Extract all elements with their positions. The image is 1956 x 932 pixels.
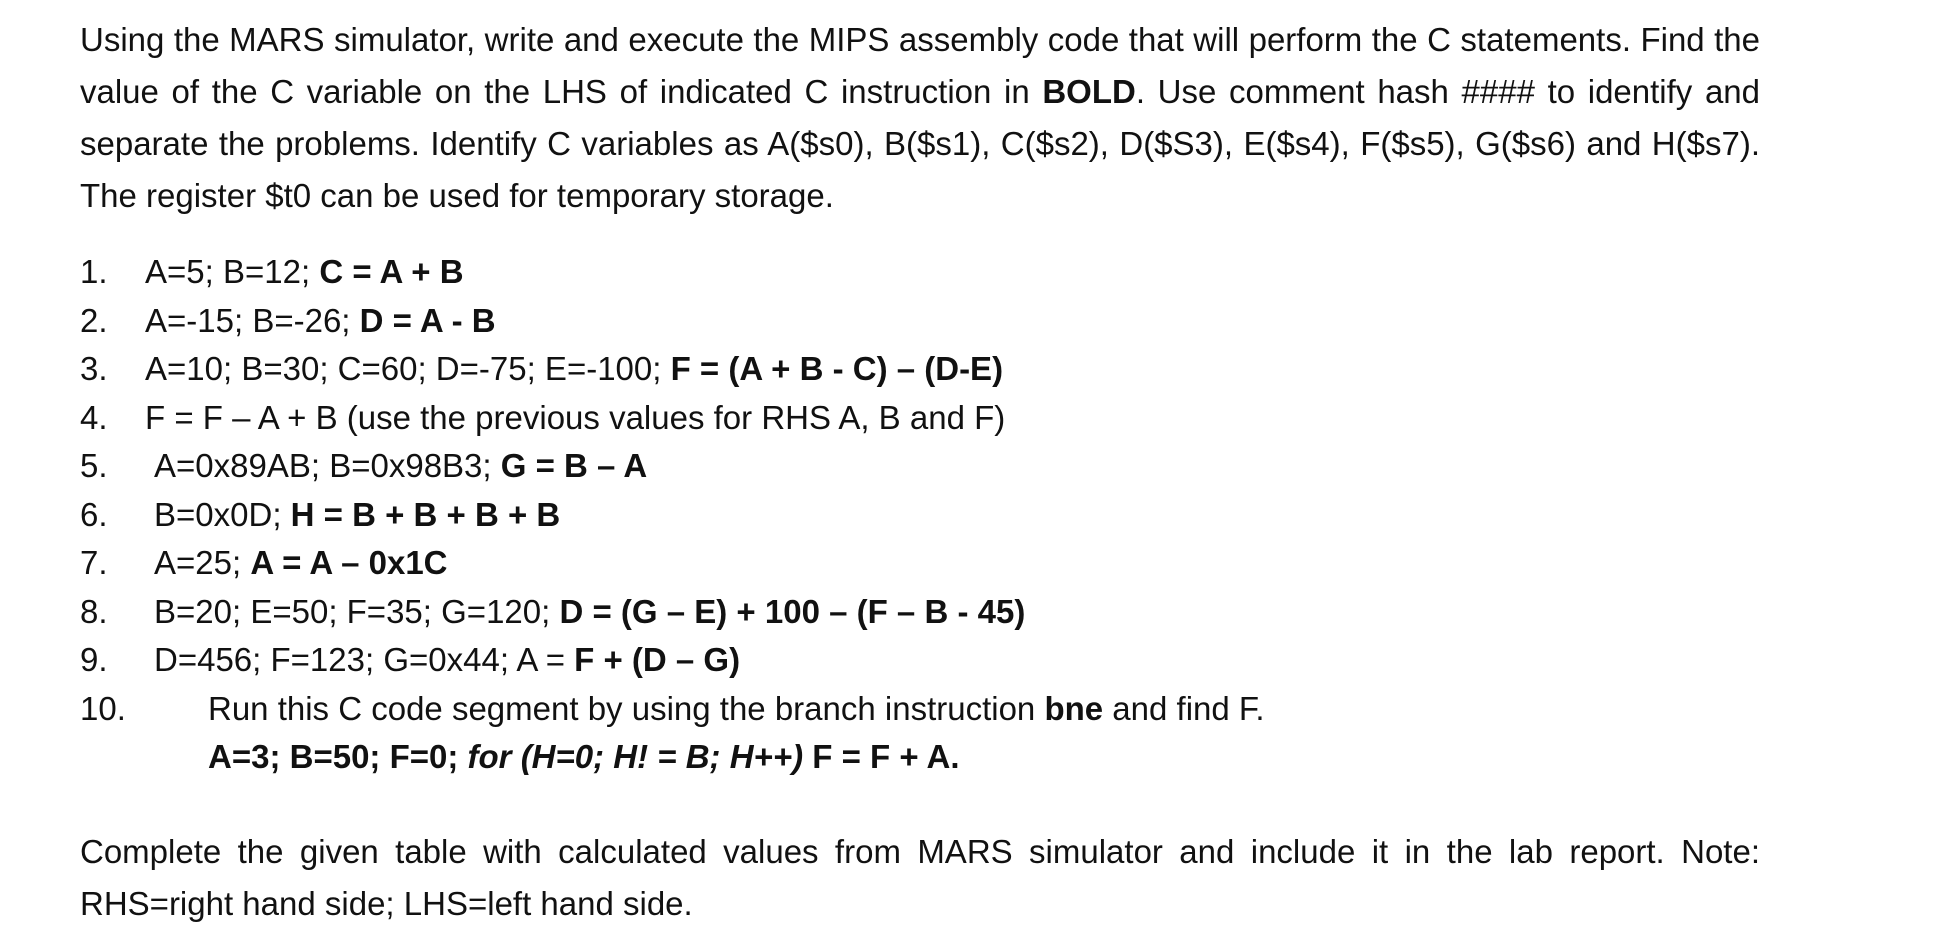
problem-target: D = A - B [359,301,496,339]
problem-list [80,248,1760,782]
problem10-branch-keyword: bne [1044,689,1104,727]
problem-item-1 [80,248,1760,297]
problem10-code-init: A=3; B=50; F=0; [208,738,468,775]
problem-target: D = (G – E) + 100 – (F – B - 45) [559,592,1026,630]
problem-setup: A=10; B=30; C=60; D=-75; E=-100; [145,350,671,387]
problem-number: 9. [80,641,108,678]
problem-item-2 [80,297,1760,346]
problem-setup: B=0x0D; [154,495,291,533]
problem-number: 3. [80,350,108,387]
intro-bold-word: BOLD [1042,73,1136,110]
problem10-instruction: Run this C code segment by using the branch instruction [208,689,1045,727]
problem-item-6 [80,491,1760,540]
problem-target: F + (D – G) [574,641,741,678]
problem-setup: A=25; [154,544,251,581]
problem-item-9 [80,636,1760,685]
problem-item-7 [80,539,1760,588]
problem-item-4 [80,394,1760,443]
problem-target: C = A + B [319,253,464,290]
problem-number: 2. [80,301,108,339]
intro-text-part1: Using the MARS simulator, write and execute the MIPS assembly code that will perform the C statements. Find the value of the C variable on the LHS of indicated C instruction in [80,21,1760,110]
problem-item-10 [80,685,1760,734]
problem10-instruction-end: and find F. [1103,689,1265,727]
problem-item-5 [80,442,1760,491]
problem-number: 10. [80,689,126,727]
problem-setup: B=20; E=50; F=35; G=120; [154,592,560,630]
problem-target: F = (A + B - C) – (D-E) [670,350,1004,387]
problem-setup: A=5; B=12; [145,253,320,290]
problem-target: H = B + B + B + B [290,495,561,533]
problem-number: 5. [80,447,108,484]
intro-text-part2: . Use comment hash #### to identify and separate the problems. Identify C variables as A($s0), B($s1), C($s2), D($S3), E($s4), F($s5), G($s6) and H($s7). The register $t0 can be used for temporary storage. [80,73,1761,214]
problem-number: 7. [80,544,108,581]
problem-target: G = B – A [500,447,648,484]
closing-paragraph: Complete the given table with calculated values from MARS simulator and include it in the lab report. Note: RHS=right hand side; LHS=left hand side. [80,832,1760,922]
problem-number: 8. [80,592,108,630]
problem-item-10-code [80,733,1760,782]
problem-setup: F = F – A + B (use the previous values for RHS A, B and F) [145,398,1006,436]
document-page [80,14,1760,930]
problem-item-3 [80,345,1760,394]
problem10-code-loop: for (H=0; H! = B; H++) [467,738,804,775]
problem10-code-body: F = F + A. [803,738,960,775]
problem-target: A = A – 0x1C [250,544,448,581]
intro-paragraph [80,14,1760,222]
problem-setup: D=456; F=123; G=0x44; A = [154,641,575,678]
problem-setup: A=-15; B=-26; [145,301,360,339]
problem-item-8 [80,588,1760,637]
problem-setup: A=0x89AB; B=0x98B3; [154,447,501,484]
problem-number: 1. [80,253,108,290]
problem-number: 6. [80,495,108,533]
problem-number: 4. [80,398,108,436]
